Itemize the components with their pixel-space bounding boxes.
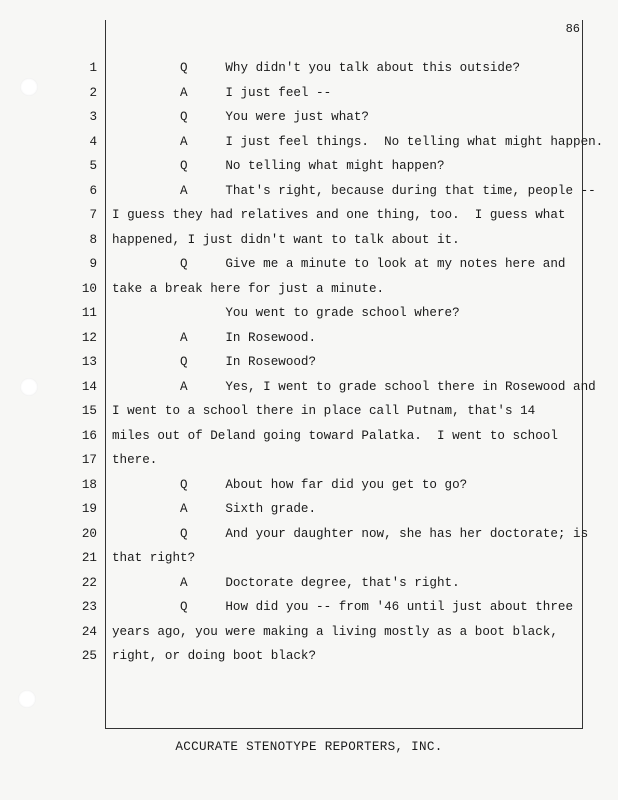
transcript-line — [0, 546, 618, 571]
line-text: A Doctorate degree, that's right. — [112, 575, 460, 590]
line-number: 3 — [89, 110, 97, 124]
transcript-line — [0, 252, 618, 277]
line-text: A I just feel things. No telling what might happen. — [112, 134, 604, 149]
transcript-line — [0, 179, 618, 204]
line-number: 20 — [81, 526, 97, 541]
transcript-line — [0, 81, 618, 106]
line-number: 25 — [81, 649, 97, 663]
line-text: Q Why didn't you talk about this outside? — [112, 61, 521, 75]
line-text: Q And your daughter now, she has her doctorate; is — [112, 526, 589, 541]
transcript-body — [0, 56, 618, 669]
line-number: 14 — [81, 379, 97, 394]
line-number: 13 — [81, 355, 97, 369]
line-number: 11 — [81, 306, 97, 320]
line-text: Q About how far did you get to go? — [112, 477, 468, 492]
line-text: that right? — [112, 551, 196, 565]
line-number: 17 — [81, 453, 97, 467]
transcript-line — [0, 56, 618, 81]
transcript-line — [0, 203, 618, 228]
line-text: A Yes, I went to grade school there in Rosewood and — [112, 379, 596, 394]
line-number: 4 — [89, 134, 97, 149]
transcript-line — [0, 571, 618, 596]
line-number: 18 — [81, 477, 97, 492]
transcript-line — [0, 301, 618, 326]
transcript-line — [0, 326, 618, 351]
line-text: Q In Rosewood? — [112, 355, 317, 369]
line-text: Q Give me a minute to look at my notes here and — [112, 257, 566, 271]
transcript-line — [0, 424, 618, 449]
line-text: Q You were just what? — [112, 110, 369, 124]
line-number: 2 — [89, 85, 97, 100]
line-number: 7 — [89, 208, 97, 222]
line-text: A That's right, because during that time, people -- — [112, 183, 596, 198]
line-text: happened, I just didn't want to talk about it. — [112, 232, 460, 247]
line-text: there. — [112, 453, 158, 467]
line-number: 8 — [89, 232, 97, 247]
transcript-line — [0, 105, 618, 130]
line-number: 21 — [81, 551, 97, 565]
line-text: A I just feel -- — [112, 85, 332, 100]
line-text: I guess they had relatives and one thing, too. I guess what — [112, 208, 566, 222]
reporter-footer: ACCURATE STENOTYPE REPORTERS, INC. — [175, 740, 443, 754]
transcript-line — [0, 228, 618, 253]
line-number: 12 — [81, 330, 97, 345]
line-number: 9 — [89, 257, 97, 271]
line-text: years ago, you were making a living mostly as a boot black, — [112, 624, 558, 639]
transcript-line — [0, 375, 618, 400]
line-number: 22 — [81, 575, 97, 590]
transcript-line — [0, 473, 618, 498]
line-number: 19 — [81, 502, 97, 516]
page-number: 86 — [565, 22, 580, 36]
line-number: 6 — [89, 183, 97, 198]
bottom-margin-rule — [105, 728, 583, 729]
transcript-line — [0, 130, 618, 155]
line-text: miles out of Deland going toward Palatka. I went to school — [112, 428, 558, 443]
transcript-line — [0, 620, 618, 645]
transcript-line — [0, 522, 618, 547]
transcript-line — [0, 154, 618, 179]
transcript-line — [0, 497, 618, 522]
line-number: 15 — [81, 404, 97, 418]
punch-hole-bottom — [18, 690, 36, 708]
line-text: You went to grade school where? — [112, 306, 460, 320]
transcript-line — [0, 399, 618, 424]
line-number: 10 — [81, 281, 97, 296]
line-text: take a break here for just a minute. — [112, 281, 385, 296]
transcript-line — [0, 448, 618, 473]
transcript-line — [0, 644, 618, 669]
line-number: 23 — [81, 600, 97, 614]
line-text: Q How did you -- from '46 until just about three — [112, 600, 574, 614]
transcript-line — [0, 277, 618, 302]
line-text: A Sixth grade. — [112, 502, 317, 516]
line-text: A In Rosewood. — [112, 330, 317, 345]
line-text: Q No telling what might happen? — [112, 159, 445, 173]
line-number: 16 — [81, 428, 97, 443]
transcript-line — [0, 350, 618, 375]
line-text: right, or doing boot black? — [112, 649, 317, 663]
line-number: 24 — [81, 624, 97, 639]
line-number: 5 — [89, 159, 97, 173]
line-text: I went to a school there in place call Putnam, that's 14 — [112, 404, 536, 418]
transcript-line — [0, 595, 618, 620]
line-number: 1 — [89, 61, 97, 75]
